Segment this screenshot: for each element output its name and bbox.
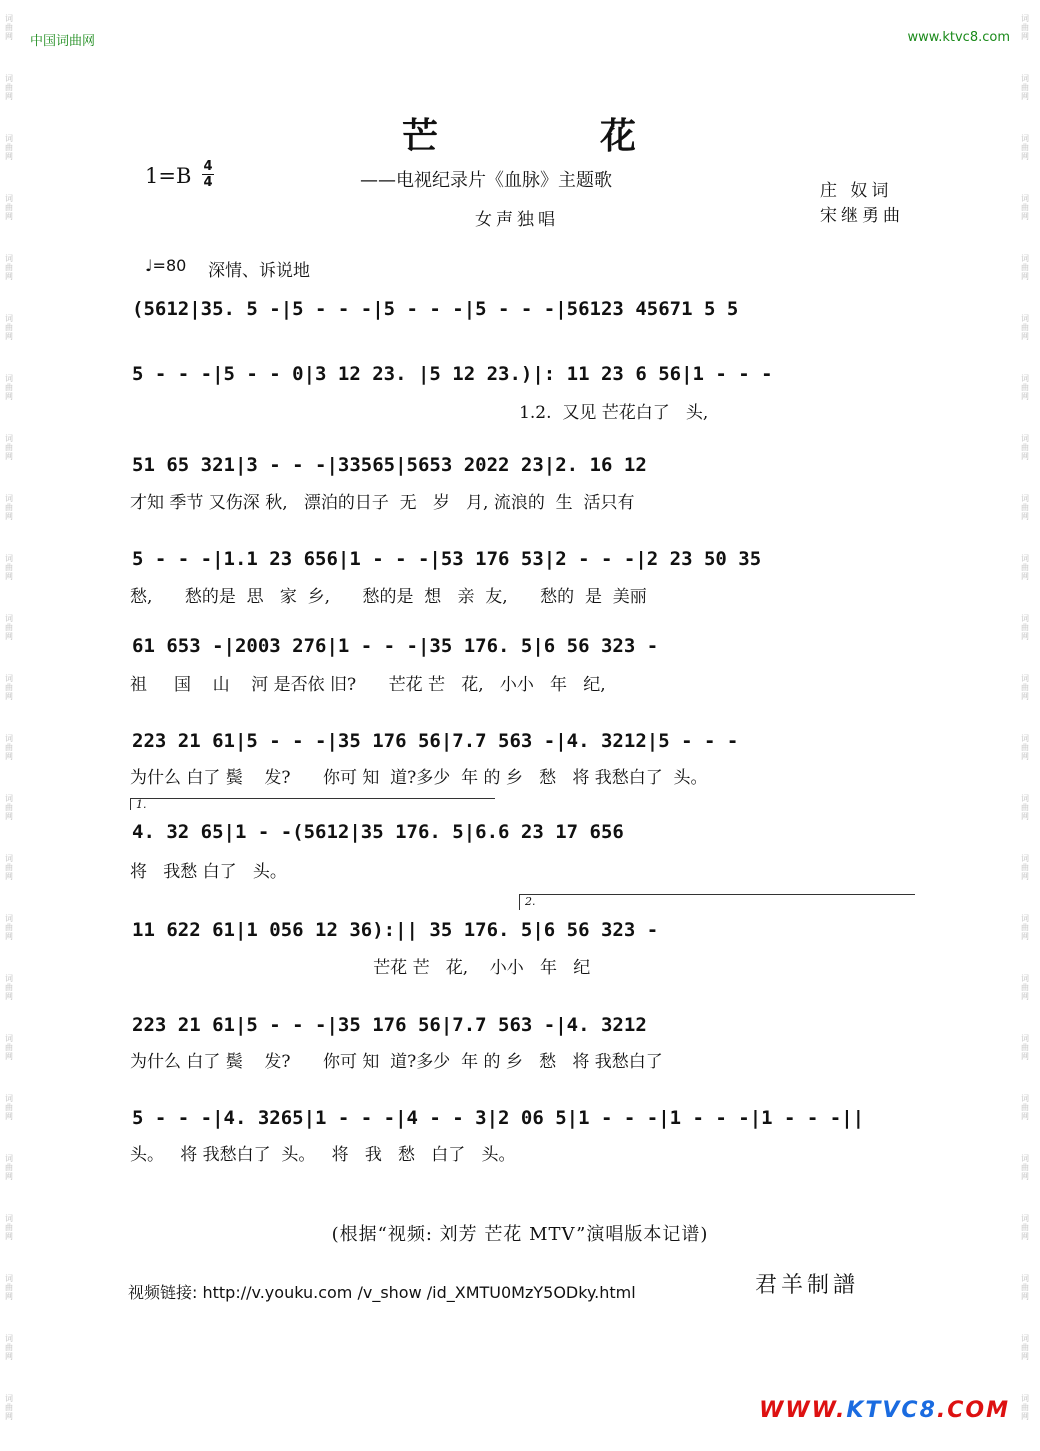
side-watermark-mark: 词 曲 网: [5, 854, 13, 881]
performance-type: 女声独唱: [475, 210, 559, 230]
side-watermark-mark: 词 曲 网: [5, 974, 13, 1001]
key-signature: 1=B: [145, 164, 192, 188]
side-watermark-mark: 词 曲 网: [5, 554, 13, 581]
title-char-1: 芒: [401, 115, 440, 157]
side-watermark-mark: 词 曲 网: [5, 674, 13, 701]
score-row-6-notes: 223 21 61|5 - - -|35 176 56|7.7 563 -|4. 3212|5 - - -: [132, 730, 739, 752]
volta-2-bracket: [519, 894, 520, 910]
side-watermark-mark: 词 曲 网: [1021, 1094, 1029, 1121]
side-watermark-mark: 词 曲 网: [5, 1154, 13, 1181]
score-row-5-lyrics: 祖 国 山 河 是否依 旧? 芒花 芒 花, 小小 年 纪,: [130, 675, 606, 695]
side-watermark-mark: 词 曲 网: [5, 374, 13, 401]
score-row-7-notes: 4. 32 65|1 - -(5612|35 176. 5|6.6 23 17 656: [132, 821, 624, 843]
side-watermark-mark: 词 曲 网: [1021, 194, 1029, 221]
side-watermark-mark: 词 曲 网: [5, 1274, 13, 1301]
side-watermark-mark: 词 曲 网: [5, 914, 13, 941]
side-watermark-mark: 词 曲 网: [1021, 1214, 1029, 1241]
score-row-10-lyrics: 头。 将 我愁白了 头。 将 我 愁 白了 头。: [130, 1145, 516, 1165]
side-watermark-mark: 词 曲 网: [5, 194, 13, 221]
score-row-4-lyrics: 愁, 愁的是 思 家 乡, 愁的是 想 亲 友, 愁的 是 美丽: [130, 587, 647, 607]
side-watermark-mark: 词 曲 网: [1021, 1394, 1029, 1421]
transcriber-signature: 君羊制譜: [755, 1273, 860, 1298]
score-row-2-lyrics: 1.2. 又见 芒花白了 头,: [130, 403, 709, 423]
score-row-10-notes: 5 - - -|4. 3265|1 - - -|4 - - 3|2 06 5|1 - - -|1 - - -|1 - - -||: [132, 1107, 865, 1129]
subtitle: ——电视纪录片《血脉》主题歌: [360, 170, 612, 191]
site-watermark: [759, 1398, 1010, 1423]
source-note: (根据“视频: 刘芳 芒花 MTV”演唱版本记谱): [331, 1224, 709, 1245]
side-watermark-mark: 词 曲 网: [5, 434, 13, 461]
side-watermark-mark: 词 曲 网: [5, 794, 13, 821]
time-signature-top: 4: [203, 159, 213, 174]
side-watermark-mark: 词 曲 网: [5, 1094, 13, 1121]
watermark-part-a: WWW.: [759, 1398, 847, 1423]
tempo-marking: ♩=80: [145, 256, 187, 275]
side-watermark-mark: 词 曲 网: [5, 74, 13, 101]
score-row-7-lyrics: 将 我愁 白了 头。: [130, 862, 287, 882]
score-row-8-notes: 11 622 61|1 056 12 36):|| 35 176. 5|6 56 323 -: [132, 919, 659, 941]
score-row-4-notes: 5 - - -|1.1 23 656|1 - - -|53 176 53|2 - - -|2 23 50 35: [132, 548, 762, 570]
score-row-5-notes: 61 653 -|2003 276|1 - - -|35 176. 5|6 56 323 -: [132, 635, 659, 657]
side-watermark-mark: 词 曲 网: [5, 314, 13, 341]
title-char-2: 花: [600, 115, 639, 157]
side-watermark-mark: 词 曲 网: [1021, 1154, 1029, 1181]
side-watermark-mark: 词 曲 网: [5, 614, 13, 641]
side-watermark-mark: 词 曲 网: [1021, 314, 1029, 341]
score-row-2-notes: 5 - - -|5 - - 0|3 12 23. |5 12 23.)|: 11 23 6 56|1 - - -: [132, 363, 773, 385]
side-watermark-mark: 词 曲 网: [5, 1034, 13, 1061]
side-watermark-mark: 词 曲 网: [5, 734, 13, 761]
side-watermark-mark: 词 曲 网: [5, 1334, 13, 1361]
side-watermark-mark: 词 曲 网: [1021, 914, 1029, 941]
site-name-left[interactable]: 中国词曲网: [30, 34, 96, 49]
watermark-part-b: KTVC8: [846, 1398, 937, 1423]
side-watermark-mark: 词 曲 网: [1021, 554, 1029, 581]
side-watermark-mark: 词 曲 网: [1021, 494, 1029, 521]
side-watermark-mark: 词 曲 网: [1021, 74, 1029, 101]
side-watermark-mark: 词 曲 网: [1021, 14, 1029, 41]
volta-1-number: 1.: [136, 798, 147, 811]
composer: 宋继勇曲: [820, 206, 904, 226]
side-watermark-mark: 词 曲 网: [1021, 794, 1029, 821]
video-link[interactable]: 视频链接: http://v.youku.com /v_show /id_XMTU0MzY5ODky.html: [128, 1283, 636, 1302]
time-signature: [202, 160, 214, 189]
side-watermark-mark: 词 曲 网: [5, 14, 13, 41]
time-signature-bottom: 4: [203, 175, 213, 190]
side-watermark-mark: 词 曲 网: [5, 1394, 13, 1421]
side-watermark-mark: 词 曲 网: [1021, 974, 1029, 1001]
site-url-right[interactable]: www.ktvc8.com: [907, 30, 1010, 45]
lyricist: 庄 奴词: [820, 181, 893, 201]
side-watermark-mark: 词 曲 网: [5, 1214, 13, 1241]
side-watermark-mark: 词 曲 网: [5, 134, 13, 161]
side-watermark-mark: 词 曲 网: [1021, 1334, 1029, 1361]
expression-marking: 深情、诉说地: [208, 261, 310, 281]
side-watermark-mark: 词 曲 网: [1021, 1274, 1029, 1301]
volta-1-bracket: [130, 798, 131, 810]
volta-2-number: 2.: [525, 895, 536, 908]
score-row-1-notes: (5612|35. 5 -|5 - - -|5 - - -|5 - - -|56123 45671 5 5: [132, 298, 739, 320]
score-row-6-lyrics: 为什么 白了 鬓 发? 你可 知 道?多少 年 的 乡 愁 将 我愁白了 头。: [130, 768, 708, 788]
watermark-part-c: .COM: [936, 1398, 1010, 1423]
side-watermark-mark: 词 曲 网: [1021, 854, 1029, 881]
side-watermark-mark: 词 曲 网: [5, 494, 13, 521]
score-row-3-lyrics: 才知 季节 又伤深 秋, 漂泊的日子 无 岁 月, 流浪的 生 活只有: [130, 493, 635, 513]
side-watermark-mark: 词 曲 网: [1021, 254, 1029, 281]
side-watermark-mark: 词 曲 网: [5, 254, 13, 281]
side-watermark-mark: 词 曲 网: [1021, 1034, 1029, 1061]
score-row-9-lyrics: 为什么 白了 鬓 发? 你可 知 道?多少 年 的 乡 愁 将 我愁白了: [130, 1052, 663, 1072]
score-row-9-notes: 223 21 61|5 - - -|35 176 56|7.7 563 -|4. 3212: [132, 1014, 647, 1036]
side-watermark-mark: 词 曲 网: [1021, 614, 1029, 641]
side-watermark-mark: 词 曲 网: [1021, 734, 1029, 761]
volta-2-line: [519, 894, 915, 895]
score-row-8-lyrics: 芒花 芒 花, 小小 年 纪: [130, 958, 591, 978]
side-watermark-mark: 词 曲 网: [1021, 134, 1029, 161]
volta-1-line: [130, 798, 495, 799]
score-row-3-notes: 51 65 321|3 - - -|33565|5653 2022 23|2. 16 12: [132, 454, 647, 476]
side-watermark-mark: 词 曲 网: [1021, 434, 1029, 461]
side-watermark-mark: 词 曲 网: [1021, 674, 1029, 701]
song-title: [0, 108, 1040, 159]
side-watermark-mark: 词 曲 网: [1021, 374, 1029, 401]
